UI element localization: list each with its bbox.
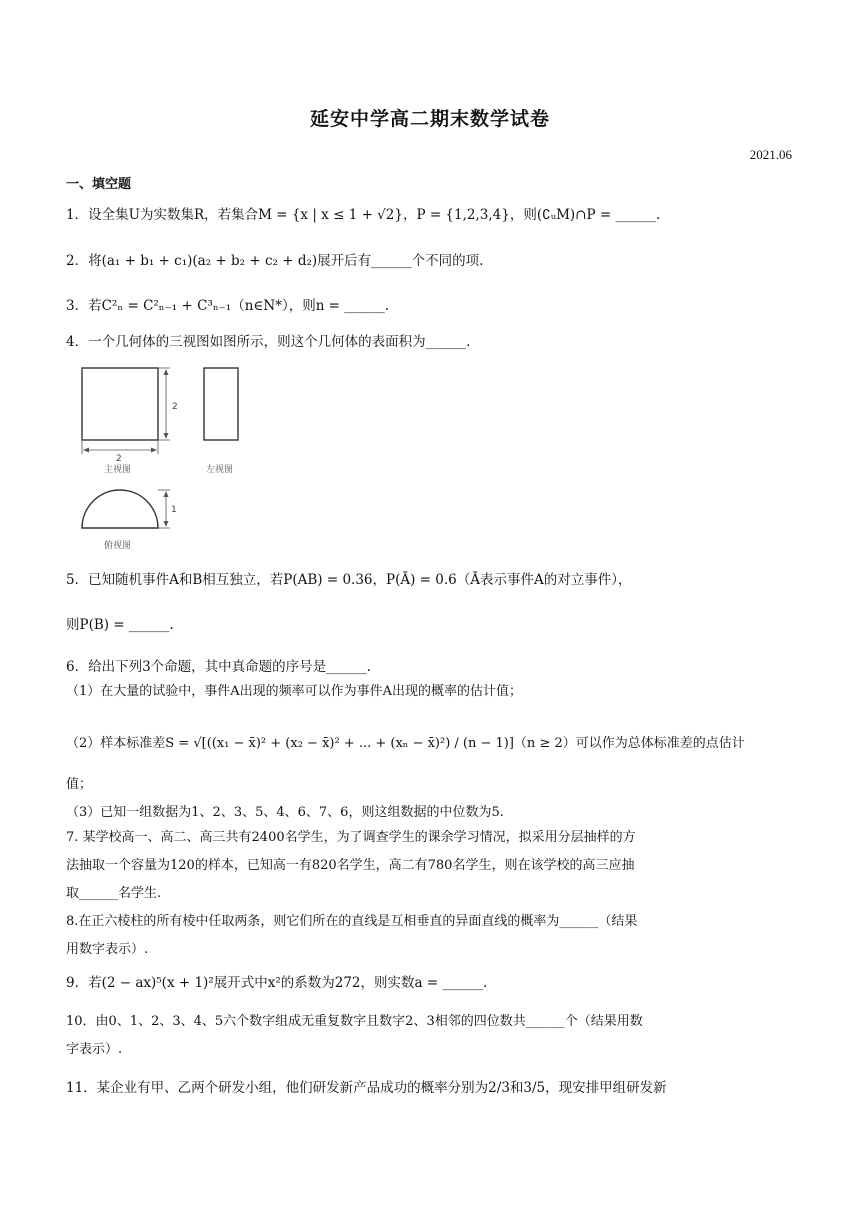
question-11: 11．某企业有甲、乙两个研发小组，他们研发新产品成功的概率分别为2/3和3/5，现安排甲组研发新 xyxy=(66,1080,667,1096)
question-2: 2．将(a₁ + b₁ + c₁)(a₂ + b₂ + c₂ + d₂)展开后有______个不同的项. xyxy=(66,253,484,269)
radius-dimension-label: 1 xyxy=(171,505,177,515)
front-view-label: 主视图 xyxy=(104,465,132,475)
top-view-semicircle xyxy=(82,490,158,528)
height-dimension-label: 2 xyxy=(172,402,178,412)
question-8-line1: 8.在正六棱柱的所有棱中任取两条，则它们所在的直线是互相垂直的异面直线的概率为______（结果 xyxy=(66,914,638,929)
question-1: 1．设全集U为实数集R，若集合M = {x | x ≤ 1 + √2}，P = {1,2,3,4}，则(∁ᵤM)∩P = ______. xyxy=(66,207,661,223)
question-6-item-3: （3）已知一组数据为1、2、3、5、4、6、7、6，则这组数据的中位数为5. xyxy=(66,805,504,820)
question-5-line1: 5．已知随机事件A和B相互独立，若P(AB) = 0.36，P(Ā) = 0.6（Ā表示事件A的对立事件）， xyxy=(66,572,632,588)
top-view-label: 俯视图 xyxy=(104,541,132,551)
question-6: 6．给出下列3个命题，其中真命题的序号是______. xyxy=(66,659,371,675)
question-7-line3: 取______名学生. xyxy=(66,886,162,901)
question-6-item-2: （2）样本标准差S = √[((x₁ − x̄)² + (x₂ − x̄)² + ... + (xₙ − x̄)²) / (n − 1)]（n ≥ 2）可以作为总体标准差的点估计 xyxy=(66,736,745,751)
question-4: 4．一个几何体的三视图如图所示，则这个几何体的表面积为______. xyxy=(66,334,471,350)
side-view-rect xyxy=(204,368,238,440)
question-10-line2: 字表示）. xyxy=(66,1042,123,1057)
front-view-rect xyxy=(82,368,158,440)
question-7-line1: 7. 某学校高一、高二、高三共有2400名学生，为了调查学生的课余学习情况，拟采用分层抽样的方 xyxy=(66,830,636,845)
three-view-figure xyxy=(70,362,270,557)
section-heading: 一、填空题 xyxy=(66,177,132,192)
side-view-label: 左视图 xyxy=(206,465,234,475)
question-3: 3．若C²ₙ = C²ₙ₋₁ + C³ₙ₋₁（n∈N*），则n = ______. xyxy=(66,298,390,314)
question-7-line2: 法抽取一个容量为120的样本，已知高一有820名学生，高二有780名学生，则在该学校的高三应抽 xyxy=(66,858,635,873)
question-10-line1: 10．由0、1、2、3、4、5六个数字组成无重复数字且数字2、3相邻的四位数共______个（结果用数 xyxy=(66,1014,643,1029)
page-title: 延安中学高二期末数学试卷 xyxy=(309,108,550,130)
question-9: 9．若(2 − ax)⁵(x + 1)²展开式中x²的系数为272，则实数a = ______. xyxy=(66,975,488,991)
exam-date: 2021.06 xyxy=(749,147,792,162)
width-dimension-label: 2 xyxy=(116,454,122,464)
question-8-line2: 用数字表示）. xyxy=(66,942,149,957)
question-6-item-1: （1）在大量的试验中，事件A出现的频率可以作为事件A出现的概率的估计值； xyxy=(66,684,523,699)
question-5-line2: 则P(B) = ______. xyxy=(66,617,174,633)
question-6-item-2-cont: 值； xyxy=(66,777,93,792)
